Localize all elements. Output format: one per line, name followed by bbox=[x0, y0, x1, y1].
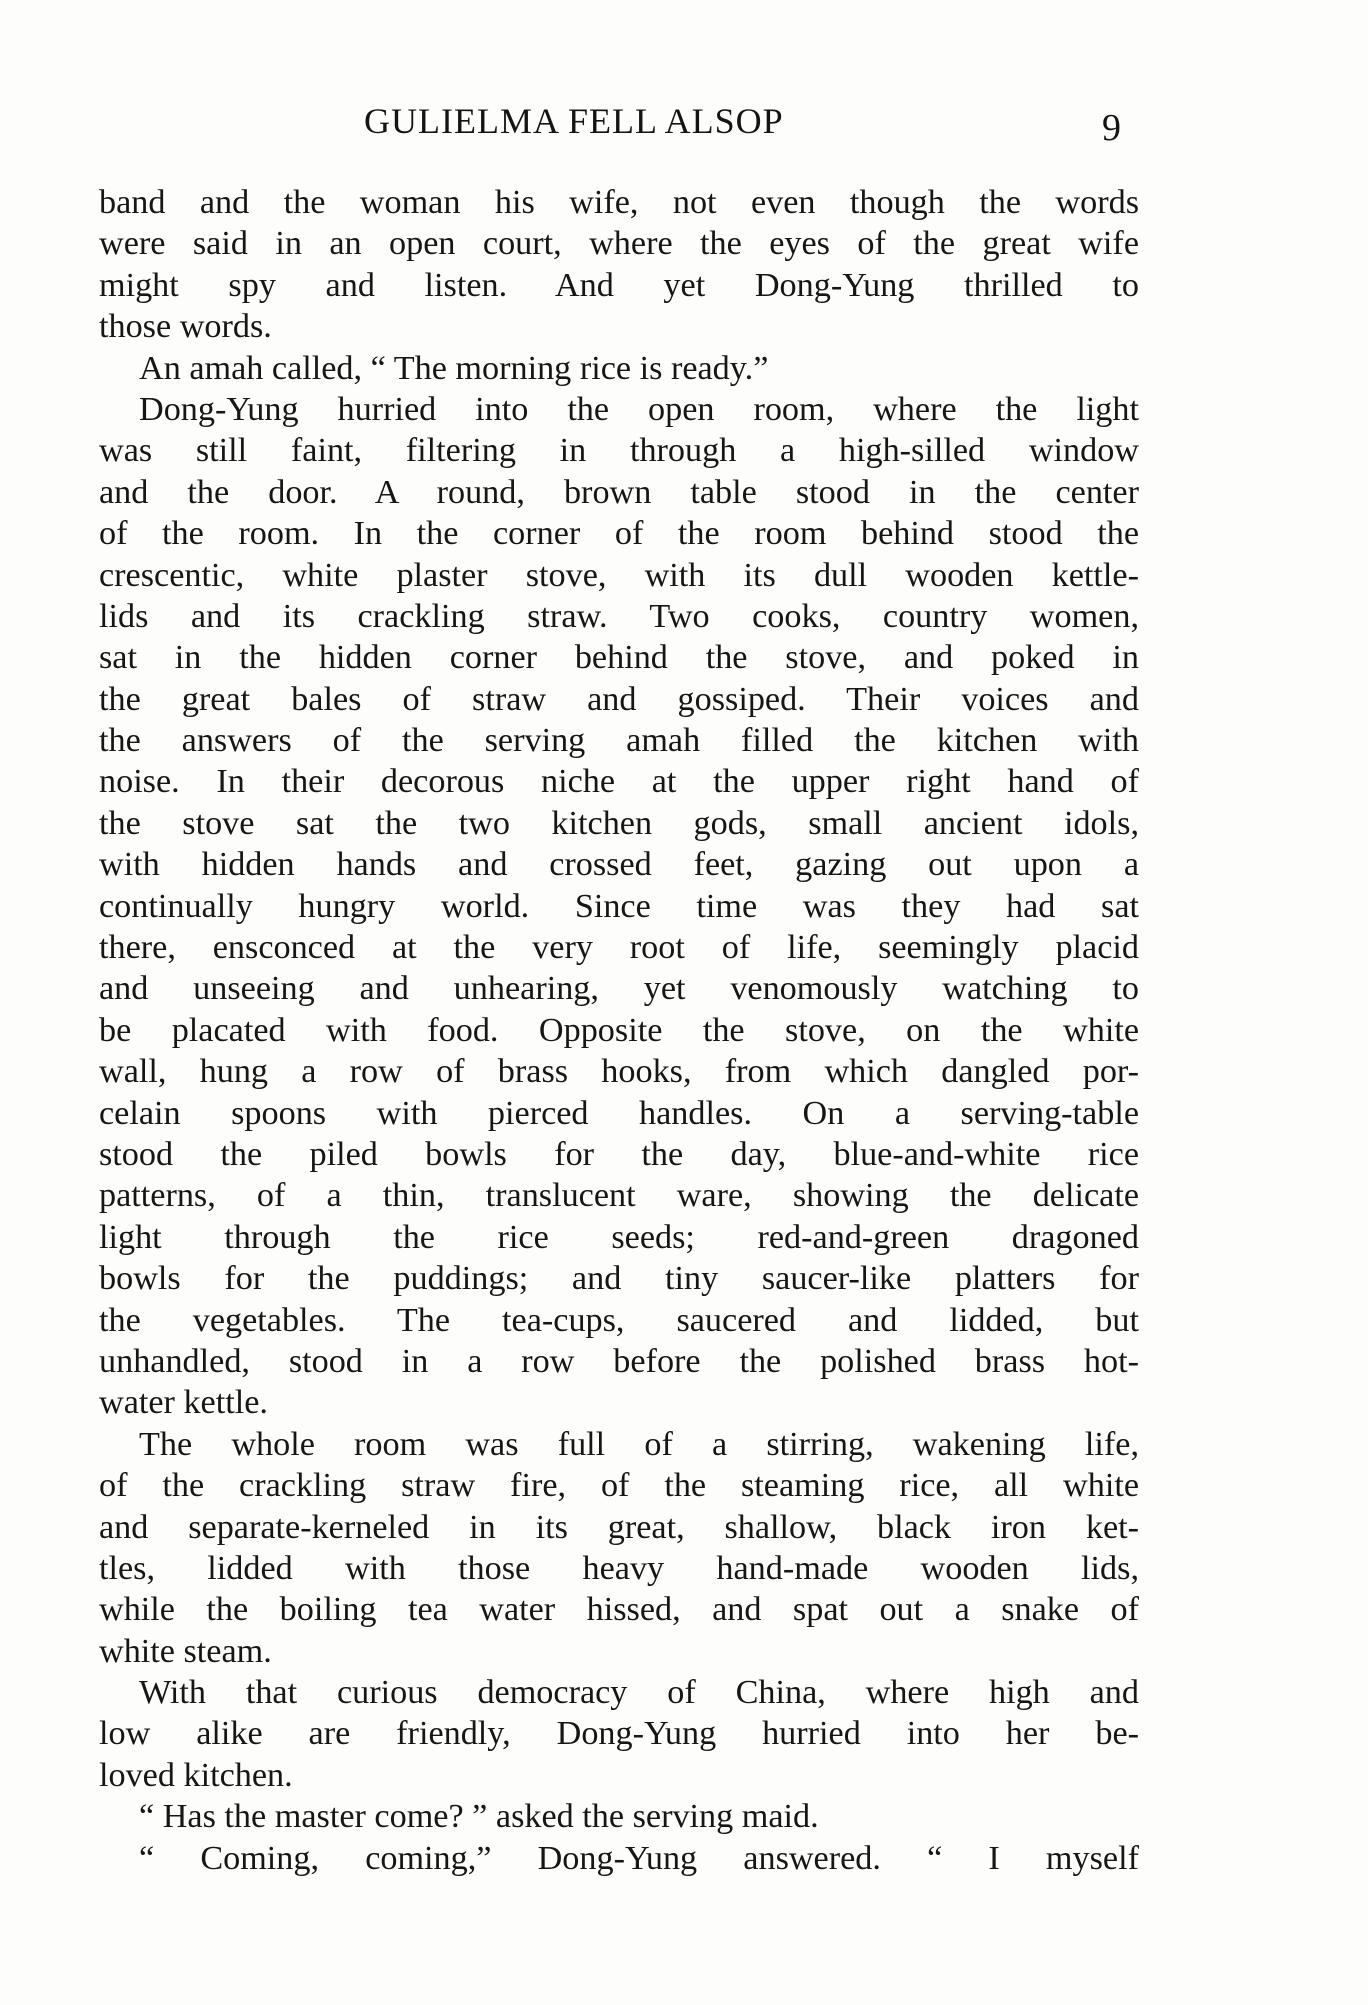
text-line: the vegetables. The tea-cups, saucered and lidded, but bbox=[99, 1301, 1139, 1339]
text-line: white steam. bbox=[99, 1632, 272, 1670]
text-line: and unseeing and unhearing, yet venomously watching to bbox=[99, 970, 1139, 1008]
text-line: water kettle. bbox=[99, 1384, 268, 1422]
text-line: light through the rice seeds; red-and-green dragoned bbox=[99, 1218, 1139, 1256]
text-line: sat in the hidden corner behind the stove, and poked in bbox=[99, 639, 1139, 677]
text-line: there, ensconced at the very root of life, seemingly placid bbox=[99, 929, 1139, 967]
text-line: the stove sat the two kitchen gods, small ancient idols, bbox=[99, 804, 1139, 842]
text-line: be placated with food. Opposite the stove, on the white bbox=[99, 1011, 1139, 1049]
text-line: were said in an open court, where the eyes of the great wife bbox=[99, 225, 1139, 263]
text-line: of the crackling straw fire, of the steaming rice, all white bbox=[99, 1467, 1139, 1505]
text-line: band and the woman his wife, not even though the words bbox=[99, 184, 1139, 221]
text-line: crescentic, white plaster stove, with its dull wooden kettle- bbox=[99, 556, 1139, 594]
text-line: loved kitchen. bbox=[99, 1756, 293, 1794]
text-line: With that curious democracy of China, where high and bbox=[139, 1674, 1139, 1712]
text-line: patterns, of a thin, translucent ware, showing the delicate bbox=[99, 1177, 1139, 1215]
text-line: noise. In their decorous niche at the upper right hand of bbox=[99, 763, 1139, 801]
text-line: The whole room was full of a stirring, wakening life, bbox=[139, 1425, 1139, 1463]
text-line: and the door. A round, brown table stood in the center bbox=[99, 473, 1139, 511]
text-line: with hidden hands and crossed feet, gazing out upon a bbox=[99, 846, 1139, 884]
text-line: wall, hung a row of brass hooks, from which dangled por- bbox=[99, 1053, 1139, 1091]
text-line: stood the piled bowls for the day, blue-and-white rice bbox=[99, 1135, 1139, 1173]
page-number: 9 bbox=[1102, 107, 1121, 149]
text-line: low alike are friendly, Dong-Yung hurried into her be- bbox=[99, 1715, 1139, 1753]
text-line: of the room. In the corner of the room behind stood the bbox=[99, 515, 1139, 553]
text-line: was still faint, filtering in through a high-silled window bbox=[99, 432, 1139, 470]
text-line: the great bales of straw and gossiped. Their voices and bbox=[99, 680, 1139, 718]
text-line: bowls for the puddings; and tiny saucer-like platters for bbox=[99, 1260, 1139, 1298]
text-line: tles, lidded with those heavy hand-made wooden lids, bbox=[99, 1549, 1139, 1587]
running-title: GULIELMA FELL ALSOP bbox=[364, 101, 784, 141]
text-line: “ Coming, coming,” Dong-Yung answered. “ I myself bbox=[139, 1839, 1139, 1877]
body-text bbox=[99, 182, 1139, 1879]
text-line: the answers of the serving amah filled the kitchen with bbox=[99, 722, 1139, 760]
text-line: An amah called, “ The morning rice is ready.” bbox=[139, 349, 769, 387]
text-line: those words. bbox=[99, 308, 272, 346]
text-line: celain spoons with pierced handles. On a serving-table bbox=[99, 1094, 1139, 1132]
text-line: “ Has the master come? ” asked the serving maid. bbox=[139, 1798, 819, 1836]
text-line: continually hungry world. Since time was they had sat bbox=[99, 887, 1139, 925]
text-line: lids and its crackling straw. Two cooks, country women, bbox=[99, 597, 1139, 635]
text-line: might spy and listen. And yet Dong-Yung thrilled to bbox=[99, 266, 1139, 304]
text-line: and separate-kerneled in its great, shallow, black iron ket- bbox=[99, 1508, 1139, 1546]
text-line: while the boiling tea water hissed, and spat out a snake of bbox=[99, 1591, 1139, 1629]
running-head bbox=[0, 100, 1368, 152]
text-line: unhandled, stood in a row before the polished brass hot- bbox=[99, 1342, 1139, 1380]
text-line: Dong-Yung hurried into the open room, where the light bbox=[139, 390, 1139, 428]
